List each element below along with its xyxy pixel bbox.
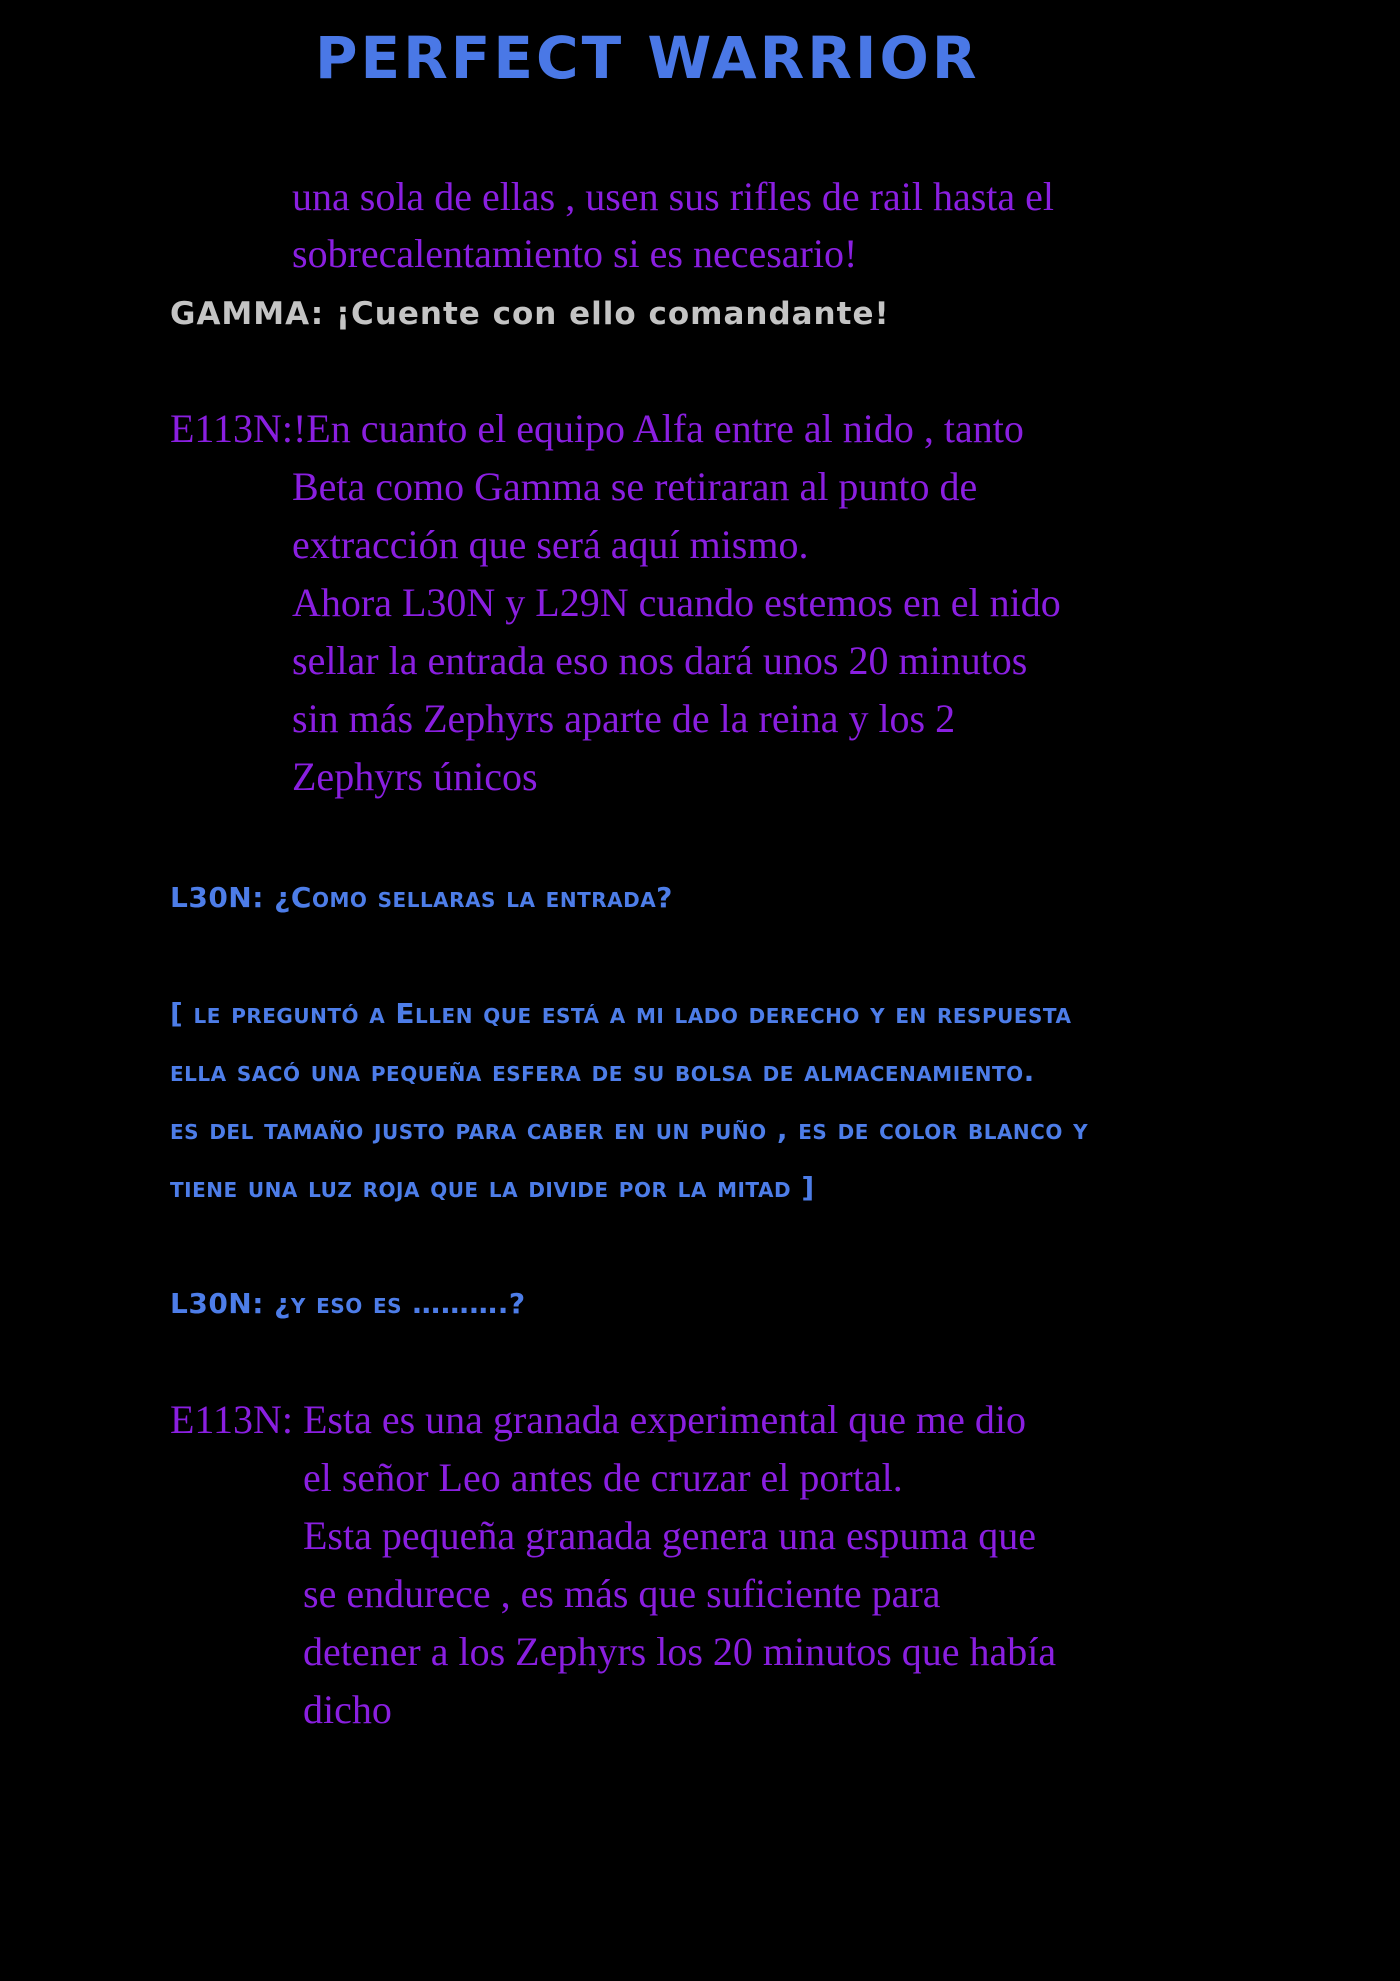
e113n-dialogue-line: Beta como Gamma se retiraran al punto de	[292, 464, 978, 509]
narration-bracket-line: [ le preguntó a Ellen que está a mi lado derecho y en respuesta	[170, 997, 1072, 1030]
e113n-dialogue-line: Zephyrs únicos	[292, 754, 538, 799]
e113n-dialogue-line: detener a los Zephyrs los 20 minutos que había	[303, 1629, 1057, 1674]
narration-bracket-line: es del tamaño justo para caber en un puño , es de color blanco y	[170, 1113, 1089, 1146]
l30n-dialogue-line: L30N: ¿y eso es ……….?	[170, 1287, 526, 1320]
e113n-dialogue-line: el señor Leo antes de cruzar el portal.	[303, 1455, 903, 1500]
narration-line: una sola de ellas , usen sus rifles de rail hasta el	[292, 174, 1054, 219]
e113n-dialogue-line: dicho	[303, 1687, 392, 1732]
e113n-dialogue-line: sin más Zephyrs aparte de la reina y los 2	[292, 696, 956, 741]
e113n-dialogue-line: extracción que será aquí mismo.	[292, 522, 809, 567]
e113n-dialogue-line: sellar la entrada eso nos dará unos 20 minutos	[292, 638, 1028, 683]
e113n-dialogue-line: Ahora L30N y L29N cuando estemos en el nido	[292, 580, 1061, 625]
e113n-dialogue-line: se endurece , es más que suficiente para	[303, 1571, 941, 1616]
page-title: PERFECT WARRIOR	[315, 24, 980, 92]
narration-bracket-line: ella sacó una pequeña esfera de su bolsa de almacenamiento.	[170, 1055, 1035, 1088]
narration-line: sobrecalentamiento si es necesario!	[292, 231, 858, 276]
gamma-dialogue-line: GAMMA: ¡Cuente con ello comandante!	[170, 296, 890, 332]
e113n-dialogue-line: E113N:!En cuanto el equipo Alfa entre al nido , tanto	[170, 406, 1024, 451]
l30n-dialogue-line: L30N: ¿Como sellaras la entrada?	[170, 881, 673, 914]
narration-bracket-line: tiene una luz roja que la divide por la mitad ]	[170, 1171, 815, 1204]
e113n-dialogue-line: Esta pequeña granada genera una espuma que	[303, 1513, 1036, 1558]
e113n-dialogue-line: E113N: Esta es una granada experimental que me dio	[170, 1397, 1026, 1442]
